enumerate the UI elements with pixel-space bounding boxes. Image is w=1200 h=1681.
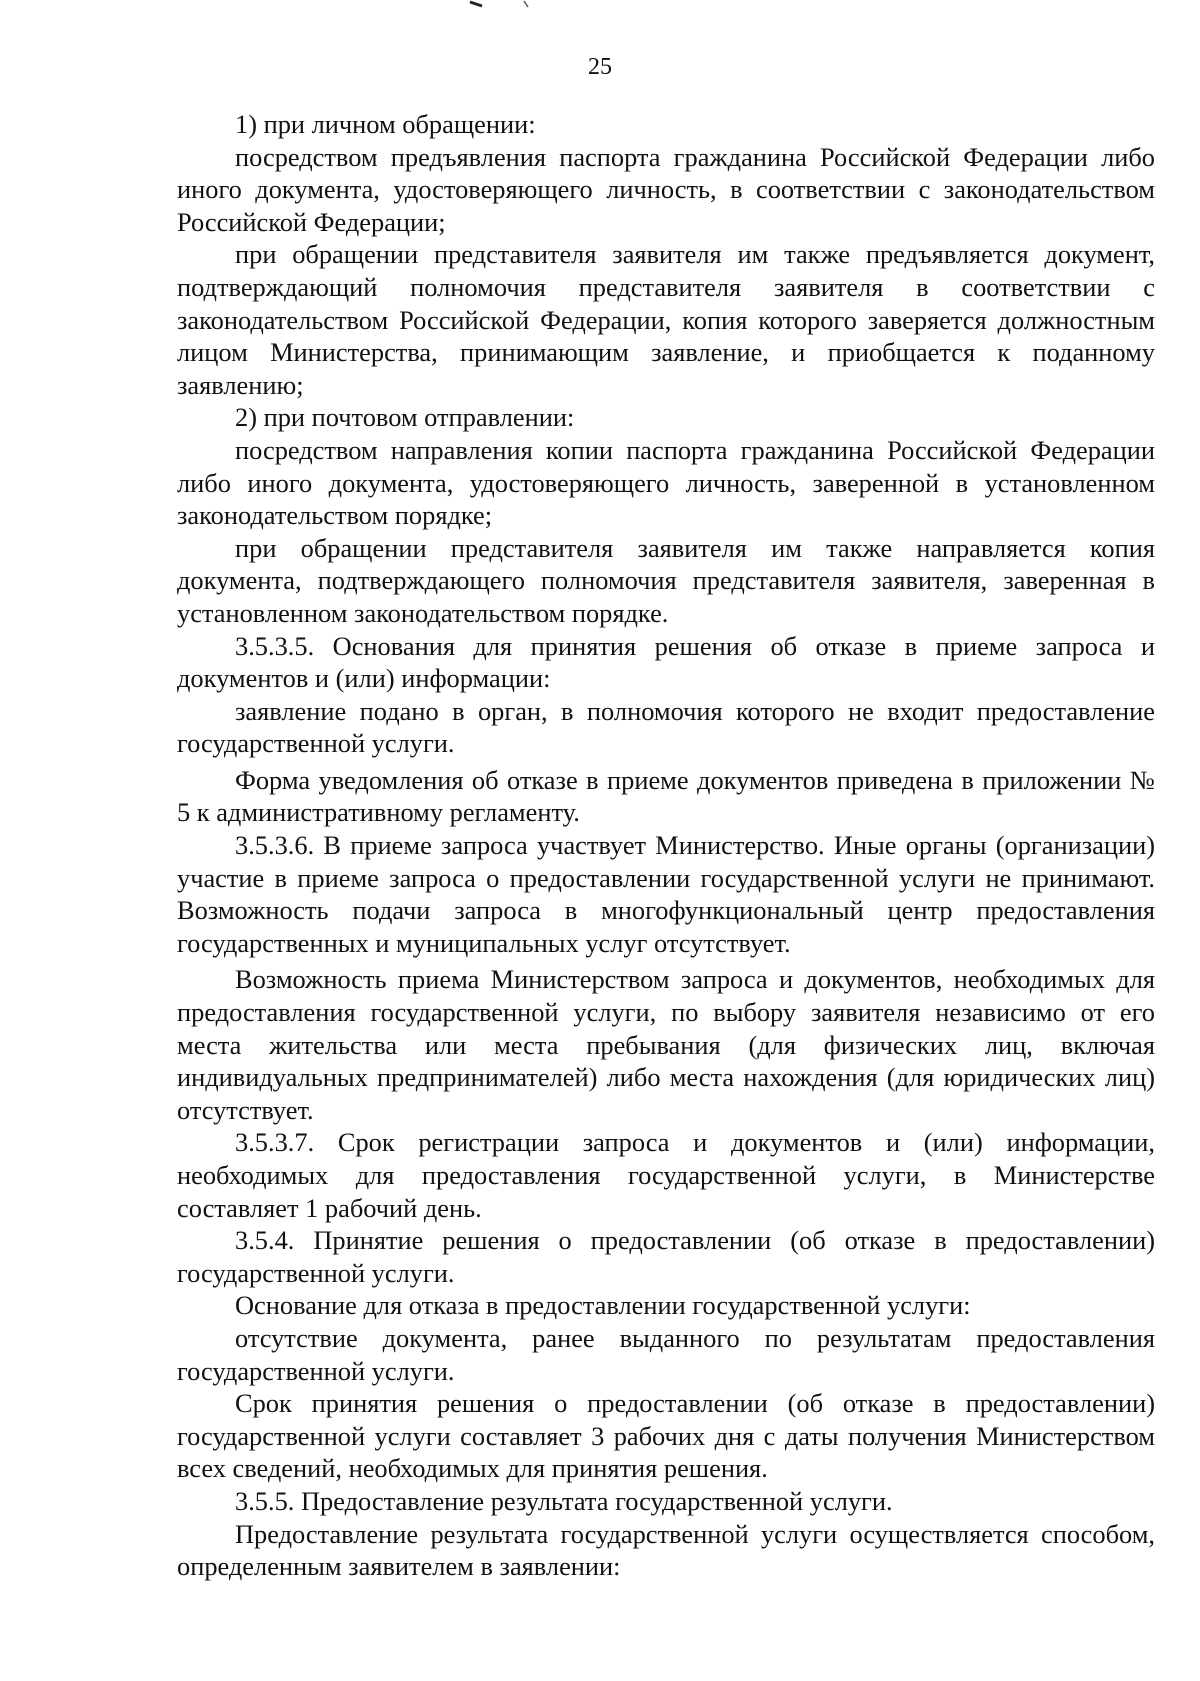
page-number: 25 [588,54,612,80]
paragraph: Срок принятия решения о предоставлении (об отказе в предоставлении) государственной услуги составляет 3 рабочих дня с даты получения Министерством всех сведений, необходимых для принятия решения. [177,1388,1155,1484]
paragraph: заявление подано в орган, в полномочия которого не входит предоставление государственной услуги. [177,695,1155,759]
paragraph: Основание для отказа в предоставлении государственной услуги: [235,1290,971,1321]
paragraph: 2) при почтовом отправлении: [235,402,575,433]
paragraph: при обращении представителя заявителя им также предъявляется документ, подтверждающий полномочия представителя заявителя в соответствии с законодательством Российской Федерации, копия которого заверяется должностным лицом Министерства, принимающим заявление, и приобщается к поданному заявлению; [177,239,1155,400]
paragraph: Форма уведомления об отказе в приеме документов приведена в приложении № 5 к административному регламенту. [177,764,1155,828]
paragraph: посредством предъявления паспорта гражданина Российской Федерации либо иного документа, удостоверяющего личность, в соответствии с законодательством Российской Федерации; [177,141,1155,237]
paragraph: при обращении представителя заявителя им также направляется копия документа, подтверждающего полномочия представителя заявителя, заверенная в установленном законодательством порядке. [177,532,1155,628]
paragraph: 3.5.3.5. Основания для принятия решения об отказе в приеме запроса и документов и (или) информации: [177,630,1155,694]
paragraph: 1) при личном обращении: [235,109,536,139]
paragraph: 3.5.5. Предоставление результата государственной услуги. [235,1485,893,1516]
scan-artifact-mark [468,0,538,10]
paragraph: 3.5.3.6. В приеме запроса участвует Министерство. Иные органы (организации) участие в приеме запроса о предоставлении государственной услуги не принимают. Возможность подачи запроса в многофункциональный центр предоставления государственных и муниципальных услуг отсутствует. [177,830,1155,958]
paragraph: Возможность приема Министерством запроса и документов, необходимых для предоставления государственной услуги, по выбору заявителя независимо от его места жительства или места пребывания (для физических лиц, включая индивидуальных предпринимателей) либо места нахождения (для юридических лиц) отсутствует. [177,964,1155,1125]
paragraph: 3.5.4. Принятие решения о предоставлении (об отказе в предоставлении) государственной услуги. [177,1225,1155,1288]
paragraph: 3.5.3.7. Срок регистрации запроса и документов и (или) информации, необходимых для предоставления государственной услуги, в Министерстве составляет 1 рабочий день. [177,1127,1155,1223]
paragraph: посредством направления копии паспорта гражданина Российской Федерации либо иного документа, удостоверяющего личность, заверенной в установленном законодательством порядке; [177,434,1155,531]
document-body [177,108,1155,1583]
paragraph: отсутствие документа, ранее выданного по результатам предоставления государственной услуги. [177,1322,1155,1386]
paragraph: Предоставление результата государственной услуги осуществляется способом, определенным заявителем в заявлении: [177,1518,1155,1582]
